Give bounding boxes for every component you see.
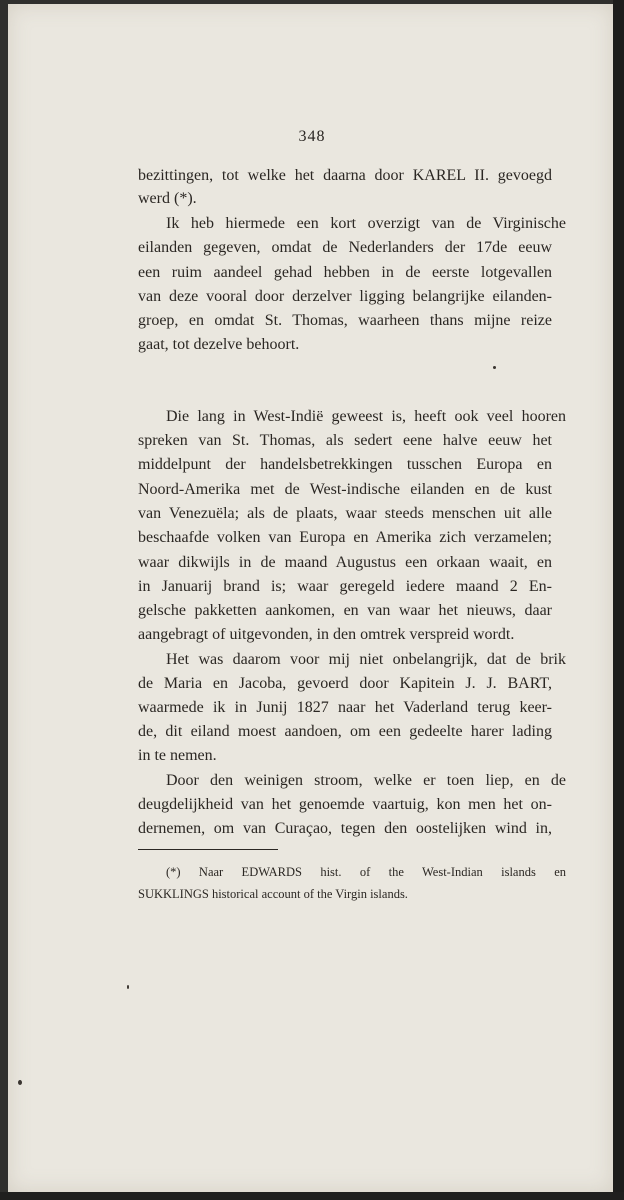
scan-edge-right (613, 0, 624, 1200)
text-line: Het was daarom voor mij niet onbelangrijk, dat de brik (166, 651, 566, 668)
text-line: waar dikwijls in de maand Augustus een orkaan waait, en (138, 554, 552, 571)
text-line: werd (*). (138, 190, 197, 207)
text-line: de, dit eiland moest aandoen, om een gedeelte harer lading (138, 723, 552, 740)
footnote-line: (*) Naar EDWARDS hist. of the West-Indian islands en (166, 865, 566, 879)
page-number: 348 (298, 128, 326, 145)
ink-speck (493, 366, 496, 369)
footnote-rule (138, 849, 278, 850)
text-line: Door den weinigen stroom, welke er toen liep, en de (166, 772, 566, 789)
text-line: in te nemen. (138, 747, 217, 764)
text-line: de Maria en Jacoba, gevoerd door Kapitein J. J. BART, (138, 675, 552, 692)
text-line: van deze vooral door derzelver ligging belangrijke eilanden- (138, 288, 552, 305)
text-line: groep, en omdat St. Thomas, waarheen thans mijne reize (138, 312, 552, 329)
text-line: gelsche pakketten aankomen, en van waar het nieuws, daar (138, 602, 552, 619)
text-line: van Venezuëla; als de plaats, waar steeds menschen uit alle (138, 505, 552, 522)
text-line: waarmede ik in Junij 1827 naar het Vaderland terug keer- (138, 699, 552, 716)
text-line: Die lang in West-Indië geweest is, heeft ook veel hooren (166, 408, 566, 425)
text-line: in Januarij brand is; waar geregeld iedere maand 2 En- (138, 578, 552, 595)
text-line: deugdelijkheid van het genoemde vaartuig, kon men het on- (138, 796, 552, 813)
text-line: aangebragt of uitgevonden, in den omtrek verspreid wordt. (138, 626, 515, 643)
text-line: bezittingen, tot welke het daarna door KAREL II. gevoegd (138, 167, 552, 184)
text-line: Ik heb hiermede een kort overzigt van de Virginische (166, 215, 566, 232)
text-line: Noord-Amerika met de West-indische eilanden en de kust (138, 481, 552, 498)
ink-speck (127, 985, 129, 989)
scan-edge-bottom (0, 1192, 624, 1200)
text-line: beschaafde volken van Europa en Amerika zich verzamelen; (138, 529, 552, 546)
text-line: een ruim aandeel gehad hebben in de eerste lotgevallen (138, 264, 552, 281)
text-line: eilanden gegeven, omdat de Nederlanders der 17de eeuw (138, 239, 552, 256)
footnote-line: SUKKLINGS historical account of the Virgin islands. (138, 887, 408, 901)
text-line: dernemen, om van Curaçao, tegen den oostelijken wind in, (138, 820, 552, 837)
ink-speck (18, 1080, 22, 1085)
text-line: spreken van St. Thomas, als sedert eene halve eeuw het (138, 432, 552, 449)
text-line: gaat, tot dezelve behoort. (138, 336, 300, 353)
text-line: middelpunt der handelsbetrekkingen tusschen Europa en (138, 456, 552, 473)
